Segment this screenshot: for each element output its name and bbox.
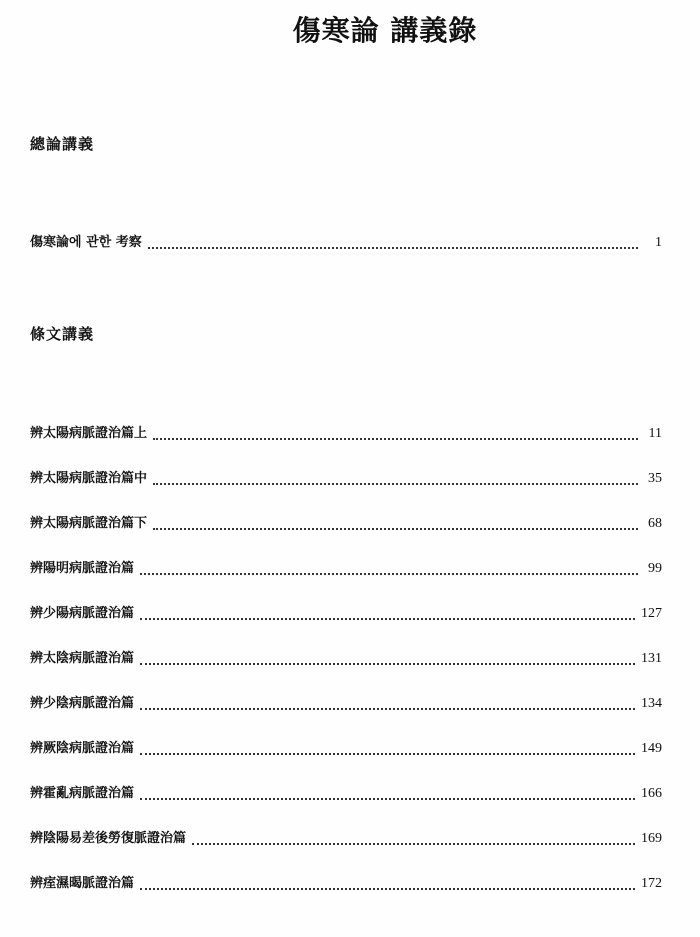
page-title: 傷寒論 講義錄 [292, 14, 478, 47]
dot-leader [192, 843, 635, 845]
toc-entry-label: 辨少陰病脈證治篇 [30, 696, 135, 711]
toc-entry [30, 424, 662, 444]
toc-entry-label: 辨陽明病脈證治篇 [30, 561, 135, 576]
toc-entry-page: 35 [648, 471, 662, 486]
toc-entry-page: 149 [641, 741, 662, 756]
dot-leader [140, 753, 635, 755]
toc-entry-label: 辨太陽病脈證治篇下 [30, 516, 148, 531]
toc-entry-page: 166 [641, 786, 662, 801]
dot-leader [140, 618, 635, 620]
toc-entry [30, 649, 662, 669]
toc-entry [30, 694, 662, 714]
toc-entry-label: 辨太陽病脈證治篇上 [30, 426, 148, 441]
toc-entry-label: 傷寒論에 관한 考察 [30, 235, 142, 250]
toc-entry [30, 559, 662, 579]
toc-entry-page: 99 [648, 561, 662, 576]
toc-entry-page: 172 [641, 876, 662, 891]
toc-entry [30, 739, 662, 759]
toc-entry [30, 829, 662, 849]
toc-entry-label: 辨少陽病脈證治篇 [30, 606, 135, 621]
dot-leader [153, 483, 638, 485]
toc-entry [30, 604, 662, 624]
toc-entry-page: 127 [641, 606, 662, 621]
toc-entry [30, 514, 662, 534]
dot-leader [140, 798, 635, 800]
toc-entry-label: 辨太陰病脈證治篇 [30, 651, 135, 666]
toc-entry [30, 874, 662, 894]
toc-entry-label: 辨霍亂病脈證治篇 [30, 786, 135, 801]
toc-entry-label: 辨太陽病脈證治篇中 [30, 471, 148, 486]
dot-leader [140, 573, 638, 575]
toc-entry-page: 11 [648, 426, 662, 441]
section-heading-general: 總論講義 [30, 135, 95, 153]
toc-entry [30, 233, 662, 253]
toc-entry-label: 辨痓濕暍脈證治篇 [30, 876, 135, 891]
section-heading-articles: 條文講義 [30, 325, 95, 343]
dot-leader [140, 888, 635, 890]
dot-leader [153, 528, 638, 530]
dot-leader [153, 438, 638, 440]
toc-entry-label: 辨陰陽易差後勞復脈證治篇 [30, 831, 187, 846]
dot-leader [140, 663, 635, 665]
toc-entry-page: 68 [648, 516, 662, 531]
toc-entry-page: 169 [641, 831, 662, 846]
dot-leader [140, 708, 635, 710]
toc-entry-page: 134 [641, 696, 662, 711]
toc-entry-page: 131 [641, 651, 662, 666]
toc-entry-label: 辨厥陰病脈證治篇 [30, 741, 135, 756]
dot-leader [148, 247, 638, 249]
toc-entry-page: 1 [655, 235, 662, 250]
toc-entry [30, 784, 662, 804]
toc-entry [30, 469, 662, 489]
